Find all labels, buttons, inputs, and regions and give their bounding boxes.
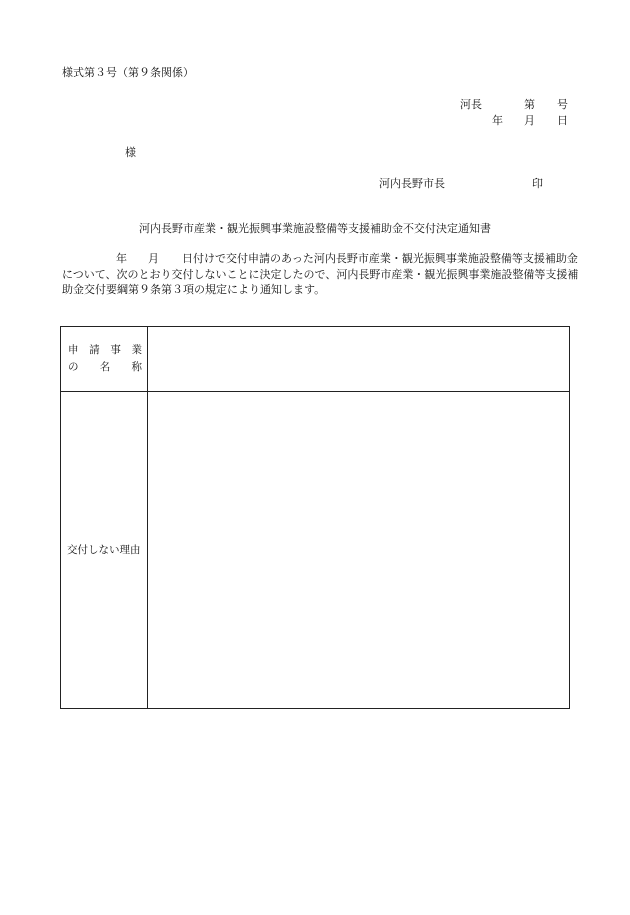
- label-char: 名: [99, 361, 111, 373]
- doc-number-label: 第: [524, 98, 535, 111]
- label-char: 事: [110, 344, 121, 356]
- body-line-2: について、次のとおり交付しないことに決定したので、河内長野市産業・観光振興事業施設整備等支援補: [62, 267, 579, 281]
- notice-body: [62, 251, 579, 298]
- label-char: の: [68, 361, 79, 373]
- body-line-1: [62, 251, 578, 267]
- seal-mark: 印: [532, 177, 543, 190]
- addressee-honorific: 様: [125, 146, 136, 159]
- body-month-unit: 月: [148, 252, 159, 265]
- reason-label-cell: [61, 392, 148, 709]
- body-year-unit: 年: [116, 252, 127, 265]
- date-month: 月: [524, 114, 535, 127]
- project-name-value: [148, 327, 570, 392]
- sender-name: 河内長野市長: [379, 177, 445, 190]
- document-title: 河内長野市産業・観光振興事業施設整備等支援補助金不交付決定通知書: [139, 222, 491, 235]
- issuer-code: 河長: [460, 98, 482, 111]
- body-line-1-text: 日付けで交付申請のあった河内長野市産業・観光振興事業施設整備等支援補助金: [182, 252, 578, 265]
- body-line-3: 助金交付要綱第９条第３項の規定により通知します。: [62, 283, 326, 296]
- table-row-reason: [61, 392, 570, 709]
- project-name-label-line-2: [61, 359, 147, 376]
- doc-number-unit: 号: [557, 98, 568, 111]
- date-day: 日: [557, 114, 568, 127]
- label-char: 業: [131, 344, 142, 356]
- label-char: 称: [131, 361, 142, 373]
- project-name-label: [61, 327, 148, 392]
- notice-table: [60, 326, 570, 709]
- project-name-label-line-1: [61, 342, 147, 359]
- label-char: 申: [68, 344, 79, 356]
- reason-value: [148, 392, 570, 709]
- table-row-project-name: [61, 327, 570, 392]
- label-char: 請: [89, 344, 100, 356]
- form-number: 様式第３号（第９条関係）: [62, 66, 194, 79]
- reason-label: 交付しない理由: [67, 543, 141, 556]
- date-year: 年: [492, 114, 503, 127]
